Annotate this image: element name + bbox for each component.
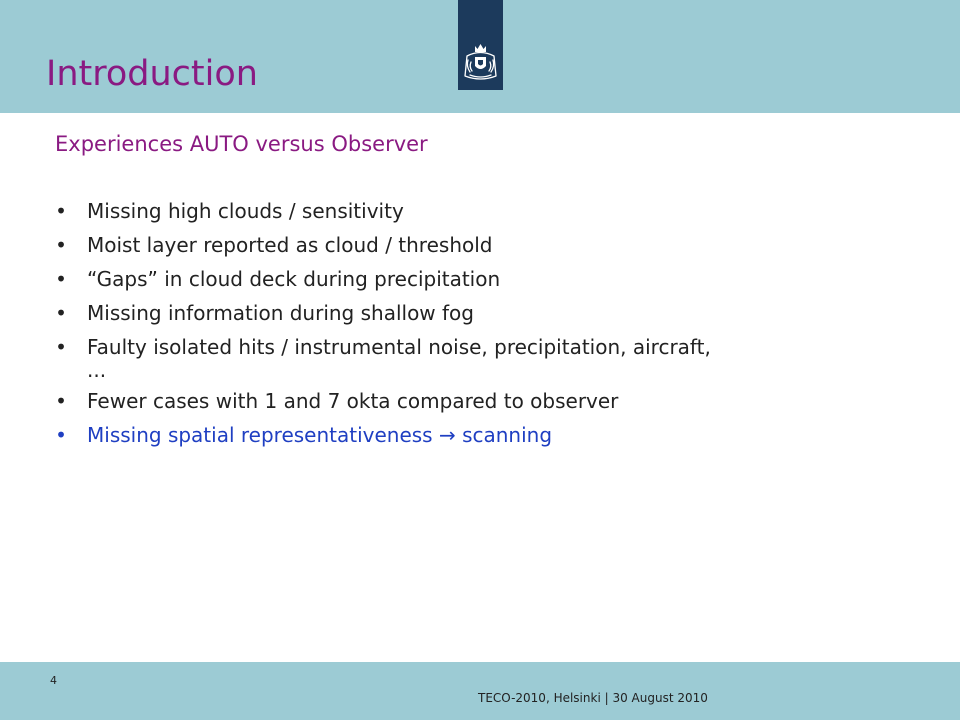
bullet-text: Fewer cases with 1 and 7 okta compared to observer: [87, 389, 619, 413]
bullet-dot: •: [55, 335, 67, 359]
bullet-text: Missing information during shallow fog: [87, 301, 474, 325]
slide-title: Introduction: [46, 54, 258, 94]
bullet-item: [48, 296, 908, 330]
bullet-dot: •: [55, 301, 67, 325]
bullet-dot: •: [55, 389, 67, 413]
bullet-dot: •: [55, 199, 67, 223]
page-number: 4: [50, 674, 57, 687]
bullet-dot: •: [55, 423, 67, 447]
bullet-dot: •: [55, 233, 67, 257]
bullet-text: “Gaps” in cloud deck during precipitation: [87, 267, 501, 291]
bullet-item: [48, 330, 908, 382]
slide-subtitle: Experiences AUTO versus Observer: [55, 132, 428, 156]
bullet-continuation: ...: [87, 358, 107, 382]
royal-coat-of-arms-icon: [458, 0, 503, 90]
bullet-item: [48, 262, 908, 296]
bullet-item: [48, 384, 908, 418]
bullet-text: Missing spatial representativeness → scanning: [87, 423, 553, 447]
bullet-text: Moist layer reported as cloud / threshold: [87, 233, 493, 257]
bullet-text: Faulty isolated hits / instrumental noise, precipitation, aircraft,: [87, 335, 711, 359]
bullet-item-highlight: [48, 418, 908, 452]
bullet-item: [48, 228, 908, 262]
bullet-list: [48, 194, 908, 452]
bullet-text: Missing high clouds / sensitivity: [87, 199, 404, 223]
footer-event: TECO-2010, Helsinki | 30 August 2010: [478, 691, 708, 705]
bullet-dot: •: [55, 267, 67, 291]
logo-tab: [458, 0, 503, 90]
bullet-item: [48, 194, 908, 228]
